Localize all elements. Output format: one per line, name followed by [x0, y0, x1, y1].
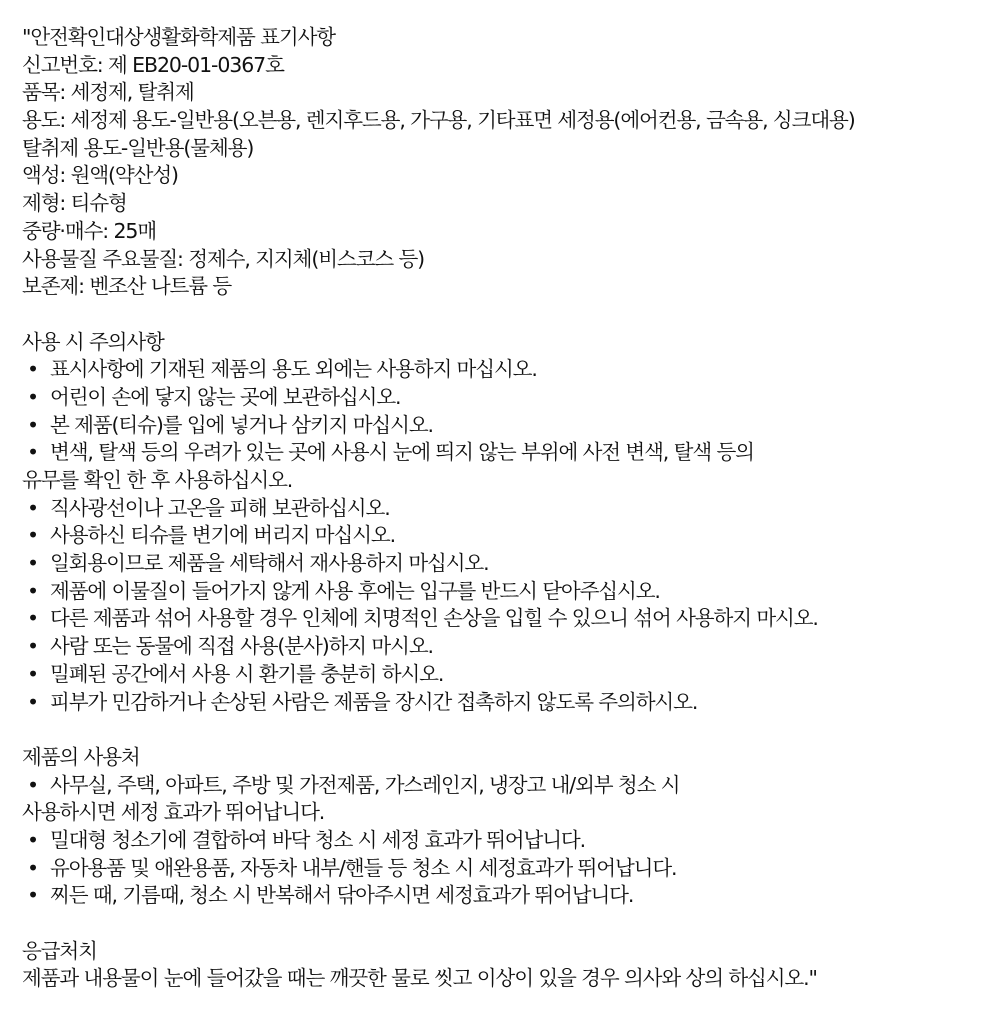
bullet-icon: •	[27, 661, 38, 686]
list-item: • 유아용품 및 애완용품, 자동차 내부/핸들 등 청소 시 세정효과가 뛰어납니다.	[22, 855, 992, 883]
weight-count: 중량·매수: 25매	[22, 218, 157, 243]
bullet-icon: •	[27, 357, 38, 382]
list-item: • 사용하신 티슈를 변기에 버리지 마십시오.	[22, 522, 992, 550]
usage-places-heading: 제품의 사용처	[22, 744, 140, 769]
bullet-icon: •	[27, 855, 38, 880]
bullet-icon: •	[27, 384, 38, 409]
list-item: • 어린이 손에 닿지 않는 곳에 보관하십시오.	[22, 384, 992, 412]
section-spacer	[22, 910, 992, 938]
bullet-icon: •	[27, 689, 38, 714]
product-form: 제형: 티슈형	[22, 191, 127, 216]
list-item: • 직사광선이나 고온을 피해 보관하십시오.	[22, 495, 992, 523]
list-item: • 찌든 때, 기름때, 청소 시 반복해서 닦아주시면 세정효과가 뛰어납니다.	[22, 882, 992, 910]
bullet-icon: •	[27, 634, 38, 659]
preservative: 보존제: 벤조산 나트륨 등	[22, 274, 232, 299]
usage-line-1: 용도: 세정제 용도-일반용(오븐용, 렌지후드용, 가구용, 기타표면 세정용(에어컨용, 금속용, 싱크대용)	[22, 108, 855, 133]
list-item: • 변색, 탈색 등의 우려가 있는 곳에 사용시 눈에 띄지 않는 부위에 사전 변색, 탈색 등의	[22, 439, 992, 467]
bullet-icon: •	[27, 495, 38, 520]
list-item: • 다른 제품과 섞어 사용할 경우 인체에 치명적인 손상을 입힐 수 있으니 섞어 사용하지 마시오.	[22, 605, 992, 633]
bullet-icon: •	[27, 551, 38, 576]
first-aid-text: 제품과 내용물이 눈에 들어갔을 때는 깨끗한 물로 씻고 이상이 있을 경우 의사와 상의 하십시오."	[22, 966, 817, 991]
list-item: • 밀대형 청소기에 결합하여 바닥 청소 시 세정 효과가 뛰어납니다.	[22, 827, 992, 855]
bullet-icon: •	[27, 412, 38, 437]
list-item: • 피부가 민감하거나 손상된 사람은 제품을 장시간 접촉하지 않도록 주의하시오.	[22, 689, 992, 717]
bullet-icon: •	[27, 578, 38, 603]
bullet-icon: •	[27, 772, 38, 797]
list-item: • 사람 또는 동물에 직접 사용(분사)하지 마시오.	[22, 633, 992, 661]
list-item: • 제품에 이물질이 들어가지 않게 사용 후에는 입구를 반드시 닫아주십시오.	[22, 578, 992, 606]
list-item: • 본 제품(티슈)를 입에 넣거나 삼키지 마십시오.	[22, 412, 992, 440]
report-number: 신고번호: 제 EB20-01-0367호	[22, 52, 284, 77]
bullet-icon: •	[27, 440, 38, 465]
list-item: • 사무실, 주택, 아파트, 주방 및 가전제품, 가스레인지, 냉장고 내/외부 청소 시	[22, 772, 992, 800]
bullet-icon: •	[27, 523, 38, 548]
list-item: • 일회용이므로 제품을 세탁해서 재사용하지 마십시오.	[22, 550, 992, 578]
list-item-continuation: 유무를 확인 한 후 사용하십시오.	[22, 468, 293, 492]
list-item-continuation: 사용하시면 세정 효과가 뛰어납니다.	[22, 800, 325, 825]
item-type: 품목: 세정제, 탈취제	[22, 80, 194, 105]
bullet-icon: •	[27, 883, 38, 908]
bullet-icon: •	[27, 606, 38, 631]
precautions-heading: 사용 시 주의사항	[22, 329, 164, 354]
list-item: • 표시사항에 기재된 제품의 용도 외에는 사용하지 마십시오.	[22, 356, 992, 384]
product-label-document	[22, 24, 992, 993]
liquid-property: 액성: 원액(약산성)	[22, 163, 178, 188]
main-ingredients: 사용물질 주요물질: 정제수, 지지체(비스코스 등)	[22, 246, 425, 271]
first-aid-heading: 응급처치	[22, 938, 97, 963]
list-item: • 밀폐된 공간에서 사용 시 환기를 충분히 하시오.	[22, 661, 992, 689]
section-spacer	[22, 301, 992, 329]
usage-line-2: 탈취제 용도-일반용(물체용)	[22, 135, 254, 160]
label-title: "안전확인대상생활화학제품 표기사항	[22, 25, 335, 49]
bullet-icon: •	[27, 827, 38, 852]
section-spacer	[22, 716, 992, 744]
